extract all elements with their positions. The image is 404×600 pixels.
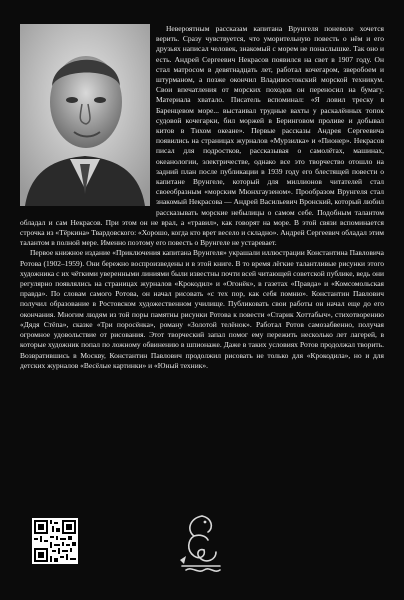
qr-code[interactable] [32, 518, 78, 564]
publisher-logo [172, 510, 230, 578]
author-portrait-photo [20, 24, 150, 206]
seahorse-logo-icon [172, 510, 230, 578]
paragraph-rotov: Первое книжное издание «Приключения капитана Врунгеля» украшали иллюстрации Константина Павловича Ротова (1902–1959). Они бережно воспроизведены и в этой книге. В то время лёгкие талантливые рисунки этого художника с их чёткими уверенными линиями были известны почти всей читающей советской публике, ведь они регулярно появлялись на страницах журналов «Крокодил» и «Огонёк», в газетах «Правда» и «Комсомольская правда». По словам самого Ротова, он начал рисовать «с тех пор, как себя помню». Константин Павлович получил образование в Ростовском художественном училище. Публиковать свои работы он начал еще до его окончания. Многим людям из той поры памятны рисунки Ротова к повести «Старик Хоттабыч», стихотворению «Дядя Стёпа», сказке «Три поросёнка», роману «Золотой телёнок». Работал Ротов самозабвенно, получая огромное удовольствие от рисования. Этот творческий запал помог ему пережить несколько лет лагерей, в которые художник попал по ложному обвинению в шпионаже. Даже в таких условиях Ротов продолжал творить. Возвратившись в Москву, Константин Павлович продолжил рисовать не только для «Крокодила», но и для детских журналов «Весёлые картинки» и «Юный техник». [20, 248, 384, 370]
author-portrait [20, 24, 150, 206]
paragraph-nekrasov: Невероятным рассказам капитана Врунгеля поневоле хочется верить. Сразу чувствуется, что уморительную повесть о нём и его друзьях написал человек, знакомый с морем не понаслышке. Так оно и есть. Андрей Сергеевич Некрасов появился на свет в 1907 году. Он стал матросом в девятнадцать лет, работал кочегаром, зверобоем и штурманом, а позже окончил Владивостокский морской техникум. Свои впечатления от морских походов он переносил на бумагу. Материала хватало. Писатель вспоминал: «Я ловил треску в Баренцевом море... выстаивал трудные вахты у раскалённых топок судовой кочегарки, бил моржей в Беринговом проливе и добывал китов в Тихом океане». Первые рассказы Андрея Сергеевича появились на страницах журналов «Мурзилка» и «Пионер». Некрасов писал для подростков, рассказывая о самолётах, машинах, океанологии, электричестве, однако все это творчество отошло на задний план после публикации в 1939 году его блестящей повести о капитане Врунгеле, который для миллионов читателей стал своеобразным «морским Мюнхгаузеном». Прообразом Врунгеля стал знакомый Некрасова — Андрей Васильевич Вронский, который любил рассказывать морские небылицы о самом себе. Подобным талантом обладал и сам Некрасов. При этом он не врал, а «травил», как говорят на море. В этой связи вспоминается строчка из «Тёркина» Твардовского: «Хорошо, когда кто врет весело и складно». Андрей Сергеевич обладал этим талантом в полной мере. Именно поэтому его повесть о Врунгеле не устаревает. [20, 24, 385, 248]
qr-code-icon [32, 518, 78, 564]
